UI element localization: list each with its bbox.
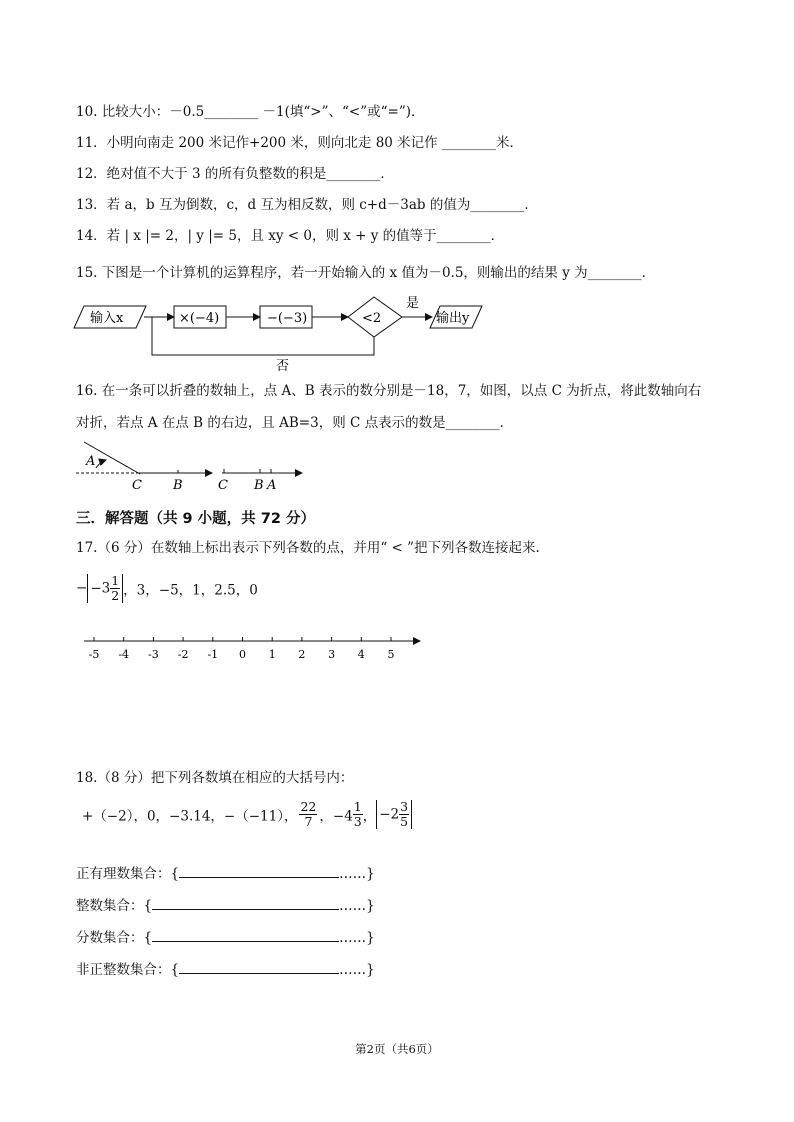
question-15: 15. 下图是一个计算机的运算程序，若一开始输入的 x 值为－0.5，则输出的结果 y 为________． [76, 265, 656, 281]
number-line-tick-label: -2 [177, 648, 189, 661]
question-12: 12．绝对值不大于 3 的所有负整数的积是________． [76, 166, 394, 182]
flowchart [70, 292, 500, 374]
number-line-tick-label: 4 [357, 648, 365, 661]
fold-right-A: A [267, 478, 277, 493]
section-3-heading: 三．解答题（共 9 小题，共 72 分） [76, 511, 315, 527]
question-16-line2: 对折，若点 A 在点 B 的右边，且 AB=3，则 C 点表示的数是________． [76, 415, 514, 431]
q17-numbers: − −3 $\frac{1}{2}$ ，3，−5，1，2.5，0 [76, 573, 258, 603]
question-17: 17.（6 分）在数轴上标出表示下列各数的点，并用“ < ”把下列各数连接起来. [76, 540, 540, 556]
fold-diagram [74, 438, 314, 494]
set-integers: 整数集合：{ ……} [76, 898, 375, 914]
question-16-line1: 16. 在一条可以折叠的数轴上，点 A、B 表示的数分别是－18，7，如图，以点 C 为折点，将此数轴向右 [76, 383, 702, 399]
number-line [80, 630, 425, 662]
question-10: 10. 比较大小：－0.5________ －1(填“>”、“<”或“=”)． [76, 104, 425, 120]
flow-sub-label: −(−3) [267, 311, 308, 326]
fold-right-B: B [254, 478, 264, 493]
number-line-tick-label: -1 [207, 648, 219, 661]
abs-value-bars: −3 $\frac{1}{2}$ [87, 574, 123, 603]
fold-right-C: C [218, 478, 228, 493]
q18-numbers: +（−2），0，−3.14，−（−11）， $\frac{22}{7}$ ，−4 $\frac{1}{3}$ ， −2 $\frac{3}{5}$ [82, 800, 412, 829]
abs-value-bars-2: −2 $\frac{3}{5}$ [376, 800, 412, 829]
number-line-tick-label: 0 [239, 648, 246, 661]
flow-yes-label: 是 [406, 296, 420, 311]
flow-cond-label: <2 [362, 311, 382, 326]
question-18: 18.（8 分）把下列各数填在相应的大括号内： [76, 770, 354, 786]
number-line-tick-label: 1 [268, 648, 276, 661]
page-footer: 第2页（共6页） [355, 1042, 439, 1056]
question-14: 14．若 | x |= 2，| y |= 5，且 xy < 0，则 x + y 的值等于________． [76, 228, 505, 244]
number-line-tick-label: -4 [118, 648, 130, 661]
number-line-tick-label: 3 [328, 648, 336, 661]
fold-left-C: C [132, 478, 142, 493]
flow-no-label: 否 [276, 359, 290, 374]
number-line-tick-label: -3 [148, 648, 159, 661]
fold-left-B: B [173, 478, 183, 493]
question-11: 11．小明向南走 200 米记作+200 米，则向北走 80 米记作 ________米． [76, 135, 523, 151]
flow-input-label: 输入x [90, 311, 124, 326]
set-fractions: 分数集合：{ ……} [76, 930, 375, 946]
number-line-tick-label: -5 [88, 648, 100, 661]
number-line-tick-label: 5 [387, 648, 395, 661]
set-nonpositive-integers: 非正整数集合：{ ……} [76, 962, 375, 978]
flow-mult-label: ×(−4) [179, 311, 220, 326]
number-line-tick-label: 2 [298, 648, 306, 661]
set-positive-rational: 正有理数集合：{ ……} [76, 866, 375, 882]
flow-output-label: 输出y [436, 311, 470, 326]
fold-left-A: A [86, 454, 96, 469]
question-13: 13．若 a，b 互为倒数，c，d 互为相反数，则 c+d－3ab 的值为________． [76, 197, 538, 213]
